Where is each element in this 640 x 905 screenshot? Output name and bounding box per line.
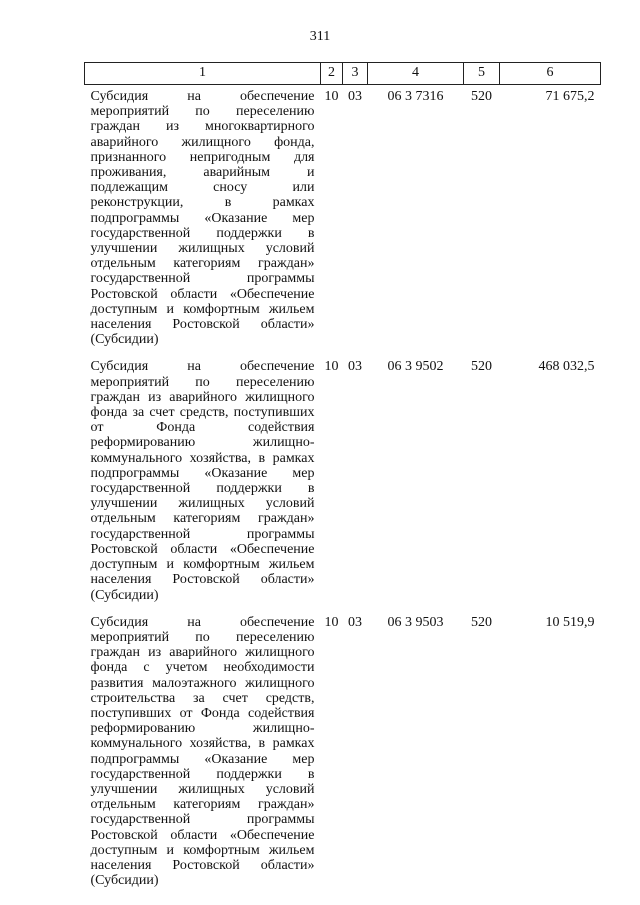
row-amount: 468 032,5 [538,359,595,375]
row-amount: 71 675,2 [545,89,595,104]
row-amount: 10 519,9 [545,614,595,630]
row-description: Субсидия на обеспечение мероприятий по переселению граждан из многоквартирного аварийного жилищного фонда, признанного непригодным для проживания, аварийным и подлежащим сносу или реконструкции, в рамках подпрограммы «Оказание мер государственной поддержки в улучшении жилищных условий отдельным категориям граждан» государственной программы Ростовской области «Обеспечение доступным и комфортным жильем населения Ростовской области» (Субсидии) [90,89,315,348]
column-header-6: 6 [500,63,601,85]
row-subsection: 03 [348,89,362,104]
row-subsection: 03 [348,359,362,375]
row-section: 10 [324,359,339,375]
table-header [85,63,601,85]
table-row [85,611,601,897]
row-expense-type: 520 [471,614,492,630]
row-description: Субсидия на обеспечение мероприятий по переселению граждан из аварийного жилищного фонда с учетом необходимости развития малоэтажного жилищного строительства за счет средств, поступивших от Фонда содействия реформированию жилищно-коммунального хозяйства, в рамках подпрограммы «Оказание мер государственной поддержки в улучшении жилищных условий отдельным категориям граждан» государственной программы Ростовской области «Обеспечение доступным и комфортным жильем населения Ростовской области» (Субсидии) [90,614,315,889]
row-description: Субсидия на обеспечение мероприятий по переселению граждан из аварийного жилищного фонда за счет средств, поступивших от Фонда содействия реформированию жилищно-коммунального хозяйства, в рамках подпрограммы «Оказание мер государственной поддержки в улучшении жилищных условий отдельным категориям граждан» государственной программы Ростовской области «Обеспечение доступным и комфортным жильем населения Ростовской области» (Субсидии) [90,359,315,603]
row-section: 10 [324,614,339,630]
row-target-code: 06 3 7316 [387,89,444,104]
table-body [85,85,601,897]
page-number: 311 [309,29,331,44]
table-row [85,85,601,356]
row-expense-type: 520 [471,359,492,375]
row-target-code: 06 3 9503 [387,614,444,630]
table-row [85,355,601,610]
row-target-code: 06 3 9502 [387,359,444,375]
row-subsection: 03 [348,614,362,630]
column-header-2: 2 [321,63,343,85]
column-header-4: 4 [368,63,464,85]
column-header-1: 1 [85,63,321,85]
header-row [85,63,601,85]
column-header-3: 3 [343,63,368,85]
row-expense-type: 520 [471,89,492,104]
row-section: 10 [324,89,339,104]
column-header-5: 5 [464,63,500,85]
budget-table [84,62,601,896]
